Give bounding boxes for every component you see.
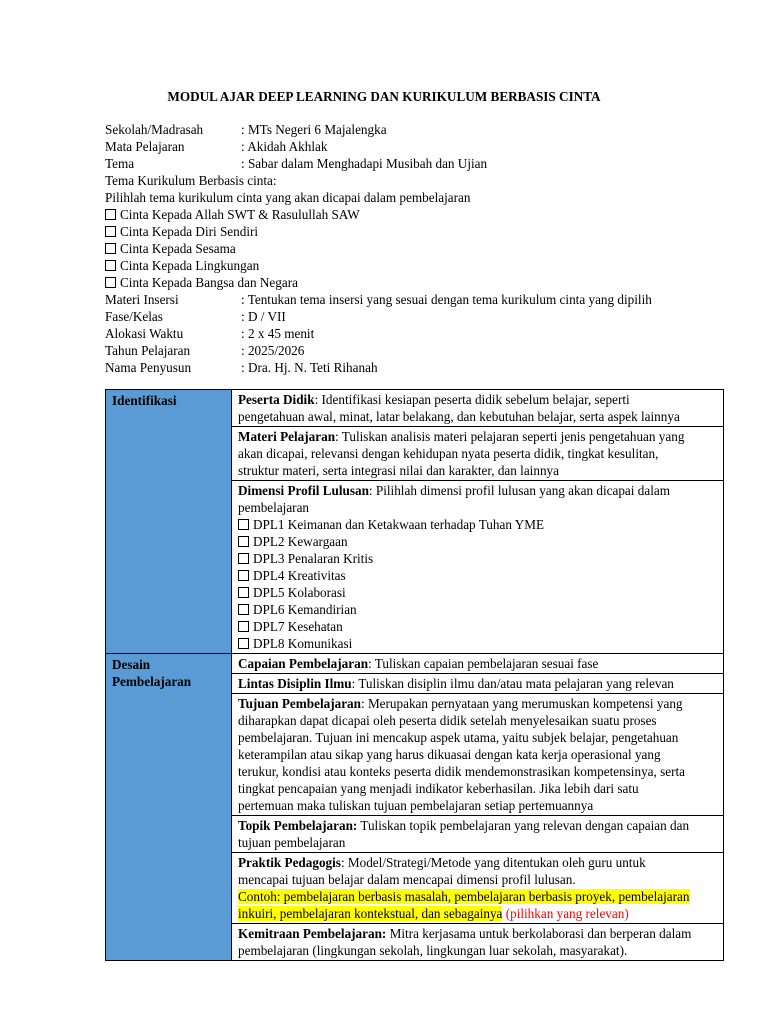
kbc-option[interactable] bbox=[105, 274, 725, 291]
cell-heading: Kemitraan Pembelajaran: bbox=[238, 926, 387, 941]
info-label: Alokasi Waktu bbox=[105, 326, 184, 341]
dpl-option[interactable] bbox=[238, 635, 717, 652]
checkbox-icon[interactable] bbox=[105, 226, 116, 237]
kbc-option-label: Cinta Kepada Allah SWT & Rasulullah SAW bbox=[120, 207, 360, 222]
checkbox-icon[interactable] bbox=[238, 638, 249, 649]
dpl-option-label: DPL1 Keimanan dan Ketakwaan terhadap Tuhan YME bbox=[253, 517, 545, 532]
info-label: Tahun Pelajaran bbox=[105, 343, 191, 358]
highlighted-example: inkuiri, pembelajaran kontekstual, dan sebagainya bbox=[238, 906, 503, 921]
checkbox-icon[interactable] bbox=[238, 519, 249, 530]
dpl-option-label: DPL7 Kesehatan bbox=[253, 619, 343, 634]
info-value: : Tentukan tema insersi yang sesuai dengan tema kurikulum cinta yang dipilih bbox=[241, 292, 652, 307]
info-row-phase bbox=[105, 308, 725, 325]
kbc-option-label: Cinta Kepada Bangsa dan Negara bbox=[120, 275, 298, 290]
dpl-option-label: DPL5 Kolaborasi bbox=[253, 585, 346, 600]
cell-praktik-pedagogis bbox=[232, 853, 724, 924]
info-row-year bbox=[105, 342, 725, 359]
dpl-option[interactable] bbox=[238, 550, 717, 567]
cell-text: struktur materi, serta integrasi nilai dan karakter, dan lainnya bbox=[238, 463, 559, 478]
info-row-school bbox=[105, 121, 725, 138]
dpl-option[interactable] bbox=[238, 533, 717, 550]
cell-tujuan bbox=[232, 694, 724, 816]
cell-text: : Identifikasi kesiapan peserta didik sebelum belajar, seperti bbox=[314, 392, 630, 407]
kbc-option[interactable] bbox=[105, 240, 725, 257]
kbc-instruction: Pilihlah tema kurikulum cinta yang akan dicapai dalam pembelajaran bbox=[105, 190, 471, 205]
cell-peserta-didik bbox=[232, 390, 724, 427]
header-info bbox=[105, 121, 725, 376]
dpl-option[interactable] bbox=[238, 567, 717, 584]
cell-text: : Tuliskan analisis materi pelajaran seperti jenis pengetahuan yang bbox=[335, 429, 685, 444]
info-value: : 2025/2026 bbox=[241, 343, 305, 358]
checkbox-icon[interactable] bbox=[238, 536, 249, 547]
checkbox-icon[interactable] bbox=[238, 587, 249, 598]
cell-heading: Materi Pelajaran bbox=[238, 429, 336, 444]
info-label: Sekolah/Madrasah bbox=[105, 122, 204, 137]
dpl-option-label: DPL4 Kreativitas bbox=[253, 568, 346, 583]
cell-text: : Merupakan pernyataan yang merumuskan kompetensi yang bbox=[360, 696, 683, 711]
dpl-option[interactable] bbox=[238, 618, 717, 635]
info-row-theme bbox=[105, 155, 725, 172]
info-value: : Dra. Hj. N. Teti Rihanah bbox=[241, 360, 378, 375]
cell-lintas-disiplin bbox=[232, 674, 724, 694]
section-label-line: Desain bbox=[112, 657, 151, 672]
info-label: Materi Insersi bbox=[105, 292, 179, 307]
module-table bbox=[105, 389, 724, 961]
section-label-identifikasi: Identifikasi bbox=[106, 390, 232, 654]
cell-text: diharapkan dapat dicapai oleh peserta didik setelah menyelesaikan suatu proses bbox=[238, 713, 657, 728]
cell-heading: Peserta Didik bbox=[238, 392, 315, 407]
section-label-desain bbox=[106, 654, 232, 961]
cell-materi-pelajaran bbox=[232, 427, 724, 481]
red-note: (pilihkan yang relevan) bbox=[502, 906, 629, 921]
info-row-insersi bbox=[105, 291, 725, 308]
cell-text: Tuliskan topik pembelajaran yang relevan dengan capaian dan bbox=[357, 818, 690, 833]
cell-capaian bbox=[232, 654, 724, 674]
info-label: Tema bbox=[105, 156, 135, 171]
cell-heading: Dimensi Profil Lulusan bbox=[238, 483, 369, 498]
info-value: : Akidah Akhlak bbox=[241, 139, 328, 154]
info-row-author bbox=[105, 359, 725, 376]
kbc-option[interactable] bbox=[105, 206, 725, 223]
cell-text: pembelajaran bbox=[238, 500, 310, 515]
cell-text: mencapai tujuan belajar dalam mencapai dimensi profil lulusan. bbox=[238, 872, 576, 887]
document-title: MODUL AJAR DEEP LEARNING DAN KURIKULUM BERBASIS CINTA bbox=[167, 89, 601, 104]
cell-text: : Tuliskan disiplin ilmu dan/atau mata pelajaran yang relevan bbox=[351, 676, 674, 691]
cell-heading: Praktik Pedagogis bbox=[238, 855, 341, 870]
info-label: Nama Penyusun bbox=[105, 360, 192, 375]
cell-kemitraan bbox=[232, 924, 724, 961]
table-row bbox=[106, 654, 724, 674]
kbc-option-label: Cinta Kepada Sesama bbox=[120, 241, 236, 256]
kbc-option-label: Cinta Kepada Lingkungan bbox=[120, 258, 260, 273]
cell-dimensi-profil bbox=[232, 481, 724, 654]
cell-text: : Model/Strategi/Metode yang ditentukan oleh guru untuk bbox=[340, 855, 646, 870]
cell-text: pertemuan maka tuliskan tujuan pembelajaran setiap pertemuannya bbox=[238, 798, 594, 813]
info-value: : D / VII bbox=[241, 309, 286, 324]
highlighted-example: Contoh: pembelajaran berbasis masalah, pembelajaran berbasis proyek, pembelajaran bbox=[238, 889, 690, 904]
cell-text: Mitra kerjasama untuk berkolaborasi dan berperan dalam bbox=[386, 926, 692, 941]
table-row bbox=[106, 390, 724, 427]
dpl-option-label: DPL8 Komunikasi bbox=[253, 636, 353, 651]
dpl-option[interactable] bbox=[238, 516, 717, 533]
kbc-heading: Tema Kurikulum Berbasis cinta: bbox=[105, 173, 277, 188]
checkbox-icon[interactable] bbox=[105, 243, 116, 254]
checkbox-icon[interactable] bbox=[238, 553, 249, 564]
cell-heading: Lintas Disiplin Ilmu bbox=[238, 676, 352, 691]
cell-text: tingkat pencapaian yang menjadi indikator keberhasilan. Jika lebih dari satu bbox=[238, 781, 639, 796]
cell-heading: Capaian Pembelajaran bbox=[238, 656, 369, 671]
checkbox-icon[interactable] bbox=[105, 260, 116, 271]
cell-text: pengetahuan awal, minat, latar belakang, dan kebutuhan belajar, serta aspek lainnya bbox=[238, 409, 680, 424]
cell-topik bbox=[232, 816, 724, 853]
dpl-option[interactable] bbox=[238, 601, 717, 618]
checkbox-icon[interactable] bbox=[238, 570, 249, 581]
dpl-option[interactable] bbox=[238, 584, 717, 601]
dpl-option-label: DPL2 Kewargaan bbox=[253, 534, 348, 549]
info-label: Fase/Kelas bbox=[105, 309, 163, 324]
info-value: : MTs Negeri 6 Majalengka bbox=[241, 122, 387, 137]
checkbox-icon[interactable] bbox=[105, 209, 116, 220]
dpl-option-label: DPL6 Kemandirian bbox=[253, 602, 357, 617]
info-value: : Sabar dalam Menghadapi Musibah dan Ujian bbox=[241, 156, 488, 171]
section-label-line: Pembelajaran bbox=[112, 674, 192, 689]
cell-text: tujuan pembelajaran bbox=[238, 835, 346, 850]
kbc-option[interactable] bbox=[105, 223, 725, 240]
cell-heading: Topik Pembelajaran: bbox=[238, 818, 358, 833]
cell-text: pembelajaran. Tujuan ini mencakup aspek utama, yaitu subjek belajar, pengetahuan bbox=[238, 730, 679, 745]
kbc-option[interactable] bbox=[105, 257, 725, 274]
info-value: : 2 x 45 menit bbox=[241, 326, 315, 341]
cell-text: : Pilihlah dimensi profil lulusan yang akan dicapai dalam bbox=[368, 483, 670, 498]
checkbox-icon[interactable] bbox=[238, 604, 249, 615]
cell-text: akan dicapai, relevansi dengan kehidupan nyata peserta didik, tingkat kesulitan, bbox=[238, 446, 659, 461]
cell-heading: Tujuan Pembelajaran bbox=[238, 696, 361, 711]
cell-text: keterampilan atau sikap yang harus dikuasai dengan kata kerja operasional yang bbox=[238, 747, 661, 762]
checkbox-icon[interactable] bbox=[238, 621, 249, 632]
info-row-time bbox=[105, 325, 725, 342]
cell-text: pembelajaran (lingkungan sekolah, lingkungan luar sekolah, masyarakat). bbox=[238, 943, 628, 958]
info-label: Mata Pelajaran bbox=[105, 139, 185, 154]
cell-text: terukur, kondisi atau konteks peserta didik mendemonstrasikan kompetensinya, serta bbox=[238, 764, 686, 779]
checkbox-icon[interactable] bbox=[105, 277, 116, 288]
kbc-option-label: Cinta Kepada Diri Sendiri bbox=[120, 224, 259, 239]
info-row-subject bbox=[105, 138, 725, 155]
dpl-option-label: DPL3 Penalaran Kritis bbox=[253, 551, 374, 566]
cell-text: : Tuliskan capaian pembelajaran sesuai fase bbox=[368, 656, 599, 671]
